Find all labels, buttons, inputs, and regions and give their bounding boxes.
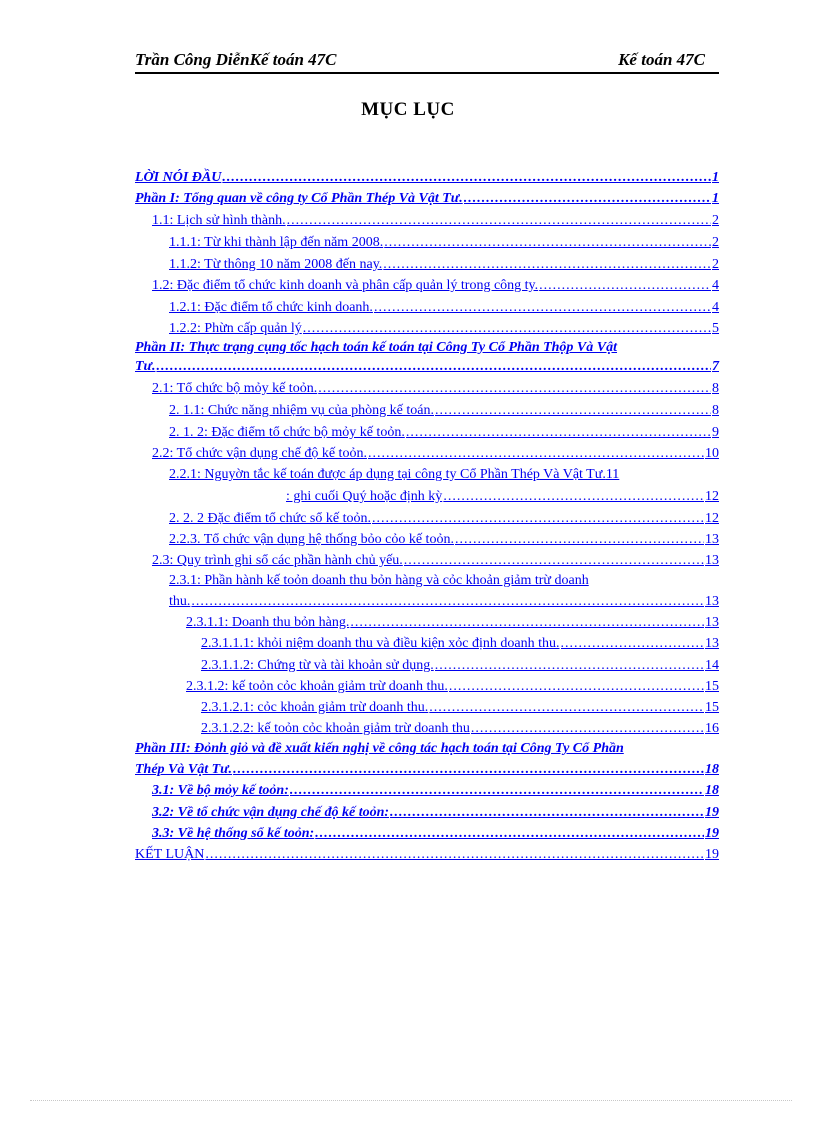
toc-entry-2-3-1-1[interactable]: 2.3.1.1: Doanh thu bỏn hàng. ..... 13 [186,614,719,632]
toc-entry-phan-2[interactable]: Phần II: Thực trạng cụng tốc hạch toán kế toán tại Công Ty Cổ Phần Thộp Và Vật [135,340,618,355]
toc-entry-2-3-1-2-1[interactable]: 2.3.1.2.1: cỏc khoản giảm trừ doanh thu. ..... 15 [201,699,719,717]
toc-entry-loi-noi-dau[interactable]: LỜI NÓI ĐẦU ..... 1 [135,169,719,187]
toc-entry-2-2[interactable]: 2.2: Tổ chức vận dụng chế độ kế toỏn. ..... 10 [152,445,719,463]
toc-entry-2-3-1-1-1[interactable]: 2.3.1.1.1: khỏi niệm doanh thu và điều kiện xỏc định doanh thu. ..... 13 [201,635,719,653]
toc-entry-2-2-1[interactable]: 2.2.1: Nguyờn tắc kế toán được áp dụng tại công ty Cổ Phần Thép Và Vật Tư. 11 [169,467,620,482]
toc-entry-ghi-cuoi-quy[interactable]: : ghi cuối Quý hoặc định kỳ ..... 12 [186,488,719,506]
toc-entry-3-2[interactable]: 3.2: Về tổ chức vận dụng chế độ kế toỏn: ..... 19 [152,804,719,822]
toc-entry-3-1[interactable]: 3.1: Về bộ mỏy kế toỏn: ..... 18 [152,782,719,800]
toc-entry-phan-3[interactable]: Phần III: Đỏnh giỏ và đề xuất kiến nghị về công tác hạch toán tại Công Ty Cổ Phần [135,741,624,756]
header-course: Kế toán 47C [618,50,705,69]
toc-entry-2-3-1-cont[interactable]: thu. ..... 13 [169,593,719,611]
toc-entry-1-2[interactable]: 1.2: Đặc điểm tổ chức kinh doanh và phân cấp quản lý trong công ty. ..... 4 [152,277,719,295]
page-header [135,50,719,74]
toc-entry-phan-1[interactable]: Phần I: Tổng quan về công ty Cổ Phần Thép Và Vật Tư. ..... 1 [135,190,719,208]
toc-entry-2-3-1-2-2[interactable]: 2.3.1.2.2: kế toỏn cỏc khoản giảm trừ doanh thu ..... 16 [201,720,719,738]
toc-entry-1-2-1[interactable]: 1.2.1: Đặc điểm tổ chức kinh doanh. ..... 4 [169,299,719,317]
toc-entry-2-3-1-2[interactable]: 2.3.1.2: kế toỏn cỏc khoản giảm trừ doanh thu. ..... 15 [186,678,719,696]
toc-entry-phan-2-cont[interactable]: Tư. ..... 7 [135,358,719,376]
toc-entry-1-1-2[interactable]: 1.1.2: Từ thông 10 năm 2008 đến nay. ..... 2 [169,256,719,274]
header-author: Trần Công DiễnKế toán 47C [135,50,337,69]
toc-entry-2-3[interactable]: 2.3: Quy trình ghi sổ các phần hành chủ yếu. ..... 13 [152,552,719,570]
toc-entry-2-3-1-1-2[interactable]: 2.3.1.1.2: Chứng từ và tài khoản sử dụng. ..... 14 [201,657,719,675]
toc-entry-2-1-1[interactable]: 2. 1.1: Chức năng nhiệm vụ của phòng kế toán. ..... 8 [169,402,719,420]
toc-entry-2-1-2[interactable]: 2. 1. 2: Đặc điểm tổ chức bộ mỏy kế toỏn. ..... 9 [169,424,719,442]
page-title: MỤC LỤC [361,99,455,120]
toc-entry-ket-luan[interactable]: KẾT LUẬN ..... 19 [135,846,719,864]
toc-entry-3-3[interactable]: 3.3: Về hệ thống sổ kế toỏn: ..... 19 [152,825,719,843]
toc-entry-1-2-2[interactable]: 1.2.2: Phừn cấp quản lý ..... 5 [169,320,719,338]
page-bottom-divider [30,1100,792,1101]
toc-entry-2-2-2[interactable]: 2. 2. 2 Đặc điểm tổ chức sổ kế toỏn. ..... 12 [169,510,719,528]
toc-entry-2-3-1[interactable]: 2.3.1: Phần hành kế toỏn doanh thu bỏn hàng và cỏc khoản giảm trừ doanh [169,573,589,588]
toc-entry-phan-3-cont[interactable]: Thép Và Vật Tư. ..... 18 [135,761,719,779]
toc-entry-1-1-1[interactable]: 1.1.1: Từ khi thành lập đến năm 2008. ..... 2 [169,234,719,252]
toc-entry-2-1[interactable]: 2.1: Tổ chức bộ mỏy kế toỏn. ..... 8 [152,380,719,398]
toc-entry-2-2-3[interactable]: 2.2.3. Tổ chức vận dụng hệ thống bỏo cỏo kế toỏn. ..... 13 [169,531,719,549]
toc-entry-1-1[interactable]: 1.1: Lịch sử hình thành. ..... 2 [152,212,719,230]
